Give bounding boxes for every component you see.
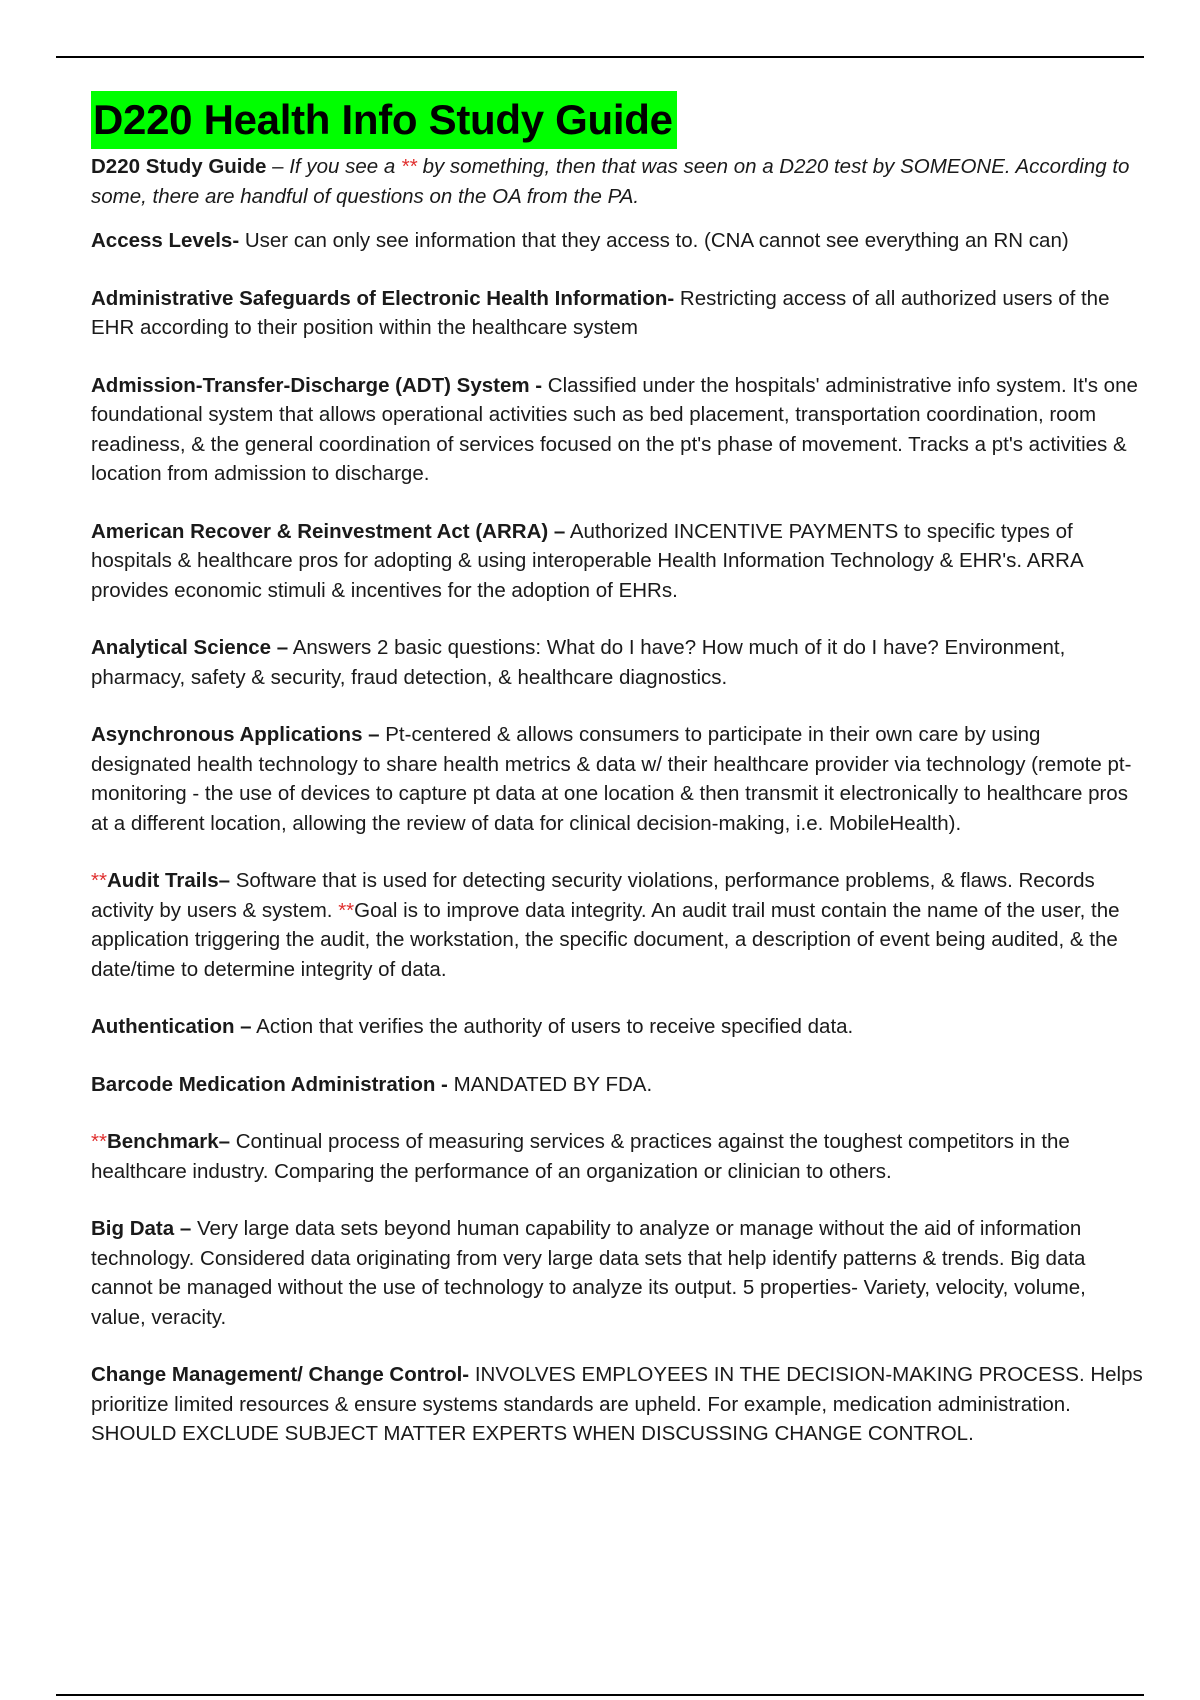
- entry-definition: Continual process of measuring services & practices against the toughest competitors in the healthcare industry. Comparing the performance of an organization or clinician to others.: [91, 1130, 1070, 1183]
- entry-access-levels: [91, 226, 1143, 256]
- intro-text-b: by something, then that was seen on a D220 test by SOMEONE. According to some, there are handful of questions on the OA from the PA.: [91, 155, 1130, 208]
- entry-term: Access Levels-: [91, 229, 240, 252]
- entry-arra: [91, 517, 1143, 606]
- top-rule: [56, 56, 1144, 58]
- entry-definition: INVOLVES EMPLOYEES IN THE DECISION-MAKING PROCESS. Helps prioritize limited resources & ensure systems standards are upheld. For example, medication administration. SHOULD EXCLUDE SUBJECT MATTER EXPERTS WHEN DISCUSSING CHANGE CONTROL.: [91, 1363, 1143, 1445]
- entry-audit-trails: [91, 866, 1143, 984]
- entry-term: Big Data –: [91, 1217, 192, 1240]
- entry-definition: MANDATED BY FDA.: [447, 1072, 653, 1096]
- intro-dash: –: [266, 155, 290, 178]
- entry-definition: User can only see information that they access to. (CNA cannot see everything an RN can): [239, 229, 1069, 252]
- document-body: [91, 91, 1143, 1449]
- entry-definition-continued: Goal is to improve data integrity. An audit trail must contain the name of the user, the application triggering the audit, the workstation, the specific document, a description of event being audited, & the date/time to determine integrity of data.: [91, 898, 1120, 981]
- intro-lead: D220 Study Guide: [91, 155, 267, 178]
- entry-definition: Authorized INCENTIVE PAYMENTS to specific types of hospitals & healthcare pros for adopting & using interoperable Health Information Technology & EHR's. ARRA provides economic stimuli & incentives for the adoption of EHRs.: [91, 519, 1083, 602]
- entry-administrative-safeguards: [91, 284, 1143, 343]
- entry-analytical-science: [91, 633, 1143, 692]
- entry-term: American Recover & Reinvestment Act (ARRA) –: [91, 519, 566, 543]
- entry-definition: Very large data sets beyond human capability to analyze or manage without the aid of information technology. Considered data originating from very large data sets that help identify patterns & trends. Big data cannot be managed without the use of technology to analyze its output. 5 properties- Variety, velocity, volume, value, veracity.: [91, 1217, 1086, 1329]
- entry-definition: Software that is used for detecting security violations, performance problems, & flaws. Records activity by users & system.: [91, 869, 1095, 922]
- entry-change-management: [91, 1360, 1143, 1449]
- entry-term: Barcode Medication Administration -: [91, 1072, 448, 1096]
- entry-definition: Pt-centered & allows consumers to participate in their own care by using designated health technology to share health metrics & data w/ their healthcare provider via technology (remote pt-monitoring - the use of devices to capture pt data at one location & then transmit it electronically to healthcare pros at a different location, allowing the review of data for clinical decision-making, i.e. MobileHealth).: [91, 723, 1132, 835]
- entry-term: Audit Trails–: [106, 869, 230, 892]
- entry-term: Asynchronous Applications –: [91, 723, 380, 746]
- intro-stars: **: [400, 155, 417, 178]
- test-marker-stars: **: [91, 869, 107, 892]
- entry-definition: Restricting access of all authorized users of the EHR according to their position within the healthcare system: [91, 286, 1110, 339]
- entry-term: Change Management/ Change Control-: [91, 1363, 470, 1386]
- entry-barcode-medication: [91, 1070, 1143, 1100]
- test-marker-stars: **: [338, 898, 355, 922]
- entry-adt-system: [91, 371, 1143, 489]
- entry-authentication: [91, 1012, 1143, 1042]
- bottom-rule: [56, 1694, 1144, 1696]
- intro-paragraph: [91, 152, 1143, 212]
- intro-text-a: If you see a: [289, 155, 401, 178]
- entry-term: Authentication –: [91, 1015, 252, 1038]
- entry-term: Admission-Transfer-Discharge (ADT) System -: [91, 373, 543, 397]
- entry-term: Analytical Science –: [91, 636, 289, 659]
- entry-definition: Action that verifies the authority of users to receive specified data.: [251, 1015, 854, 1038]
- entry-definition: Classified under the hospitals' administrative info system. It's one foundational system that allows operational activities such as bed placement, transportation coordination, room readiness, & the general coordination of services focused on the pt's phase of movement. Tracks a pt's activities & location from admission to discharge.: [91, 373, 1138, 485]
- entry-term: Benchmark–: [106, 1130, 231, 1153]
- page-title: [91, 91, 1143, 149]
- entry-definition: Answers 2 basic questions: What do I have? How much of it do I have? Environment, pharmacy, safety & security, fraud detection, & healthcare diagnostics.: [91, 636, 1066, 689]
- test-marker-stars: **: [91, 1130, 107, 1153]
- entry-big-data: [91, 1214, 1143, 1332]
- entry-benchmark: [91, 1127, 1143, 1186]
- entry-asynchronous-applications: [91, 720, 1143, 838]
- entry-term: Administrative Safeguards of Electronic Health Information-: [91, 286, 675, 310]
- page-title-highlight: D220 Health Info Study Guide: [91, 91, 677, 149]
